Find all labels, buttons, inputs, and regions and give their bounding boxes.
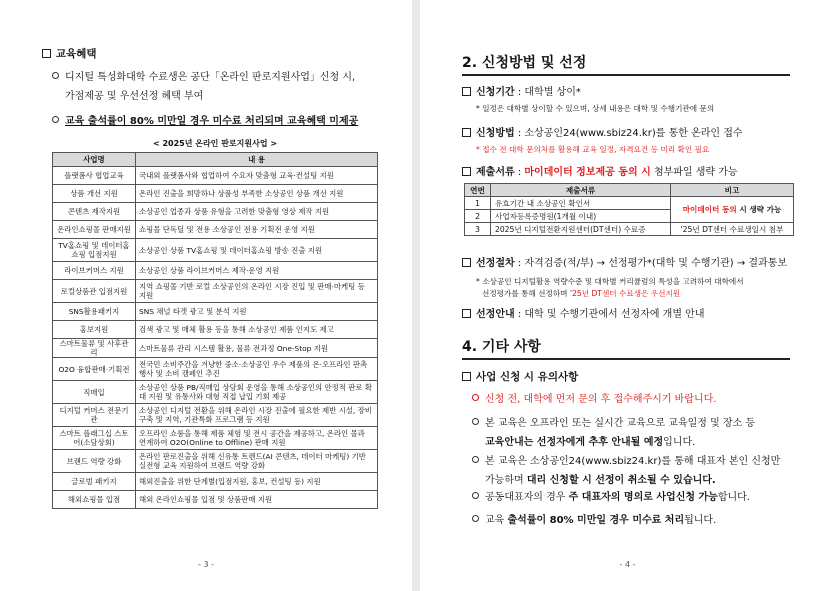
program-name: 상품 개선 지원 xyxy=(53,185,136,203)
selection-process: 선정절차 : 자격검증(적/부) → 선정평가*(대학 및 수행기관) → 결과통보 xyxy=(462,254,787,273)
program-name: 스마트물류 및 사후관리 xyxy=(53,339,136,358)
table-row: 2 사업자등록증명원(1개월 이내) xyxy=(465,210,794,223)
table-row xyxy=(53,167,378,185)
circle-bullet-icon xyxy=(52,72,59,79)
program-name: O2O 융합판매·기획전 xyxy=(53,358,136,381)
page-number: - 3 - xyxy=(198,560,214,569)
note-item-5: 교육 출석률이 80% 미만일 경우 미수료 처리됩니다. xyxy=(472,511,716,530)
checkbox-square-icon xyxy=(462,128,471,137)
program-desc: SNS 채널 타겟 광고 및 분석 지원 xyxy=(136,303,378,321)
benefit-bullet-1: 디지털 특성화대학 수료생은 공단「온라인 판로지원사업」신청 시, 가점제공 및 우선선정 혜택 부여 xyxy=(52,68,355,106)
table-row xyxy=(53,262,378,280)
program-name: 디지털 커머스 전문기관 xyxy=(53,404,136,427)
apply-period: 신청기간 : 대학별 상이* xyxy=(462,83,581,102)
table-row xyxy=(53,303,378,321)
page-number: - 4 - xyxy=(619,560,636,569)
table-row xyxy=(53,381,378,404)
table-row: 1 유효기간 내 소상공인 확인서 마이데이터 동의 시 생략 가능 xyxy=(465,197,794,210)
table-row xyxy=(53,491,378,509)
program-name: 콘텐츠 제작지원 xyxy=(53,203,136,221)
checkbox-square-icon xyxy=(462,372,471,381)
program-desc: 오프라인 쇼룸을 통해 제품 체험 및 전시 공간을 제공하고, 온라인 몰과 연계하여 O2O(Online to Offline) 판매 지원 xyxy=(136,427,378,450)
docs-header-no: 연번 xyxy=(465,184,491,197)
table-header-desc: 내 용 xyxy=(136,153,378,167)
program-name: TV홈쇼핑 및 데이터홈쇼핑 입점지원 xyxy=(53,239,136,262)
table-caption: < 2025년 온라인 판로지원사업 > xyxy=(152,139,278,148)
page-3 xyxy=(0,0,412,591)
program-desc: 스마트물류 관리 시스템 활용, 물류 전과정 One-Stop 지원 xyxy=(136,339,378,358)
table-row xyxy=(53,427,378,450)
benefit-bullet-2: 교육 출석률이 80% 미만일 경우 미수료 처리되며 교육혜택 미제공 xyxy=(52,112,358,131)
program-name: 플랫폼사 협업교육 xyxy=(53,167,136,185)
circle-bullet-icon xyxy=(472,515,479,522)
program-name: 홍보지원 xyxy=(53,321,136,339)
table-row xyxy=(53,450,378,473)
table-header-name: 사업명 xyxy=(53,153,136,167)
mydata-note: 마이데이터 동의 시 생략 가능 xyxy=(671,197,794,223)
table-row xyxy=(53,221,378,239)
circle-bullet-icon xyxy=(52,116,59,123)
table-row xyxy=(53,358,378,381)
section-heading-apply: 2. 신청방법 및 선정 xyxy=(462,52,790,76)
table-row xyxy=(53,185,378,203)
docs-header-doc: 제출서류 xyxy=(491,184,671,197)
checkbox-square-icon xyxy=(42,49,51,58)
program-desc: 국내외 플랫폼사와 협업하여 수요자 맞춤형 교육·컨설팅 지원 xyxy=(136,167,378,185)
note-item-4: 공동대표자의 경우 주 대표자의 명의로 사업신청 가능합니다. xyxy=(472,488,750,507)
program-desc: 소상공인 상품 TV홈쇼핑 및 데이터홈쇼핑 방송 진출 지원 xyxy=(136,239,378,262)
selection-notice: 선정안내 : 대학 및 수행기관에서 선정자에 개별 안내 xyxy=(462,305,705,324)
program-desc: 소상공인 디지털 전환을 위해 온라인 시장 진출에 필요한 제반 시설, 장비 구축 및 지역, 기관특화 프로그램 등 지원 xyxy=(136,404,378,427)
checkbox-square-icon xyxy=(462,87,471,96)
table-row xyxy=(53,203,378,221)
program-desc: 해외진출을 위한 단계별(입점지원, 홍보, 컨설팅 등) 지원 xyxy=(136,473,378,491)
program-desc: 해외 온라인쇼핑몰 입점 및 상품판매 지원 xyxy=(136,491,378,509)
method-note: * 접수 전 대학 문의처를 활용해 교육 일정, 자격요건 등 미리 확인 필요 xyxy=(476,145,710,154)
process-note-1: * 소상공인 디지털활용 역량수준 및 대학별 커리큘럼의 특성을 고려하여 대학에서 xyxy=(476,277,744,286)
table-row xyxy=(53,404,378,427)
program-desc: 소상공인 업종과 상품 유형을 고려한 맞춤형 영상 제작 지원 xyxy=(136,203,378,221)
page-4 xyxy=(420,0,835,591)
program-name: 브랜드 역량 강화 xyxy=(53,450,136,473)
table-row xyxy=(53,473,378,491)
circle-bullet-icon xyxy=(472,492,479,499)
checkbox-square-icon xyxy=(462,309,471,318)
program-desc: 전국민 소비주간을 겨냥한 중소·소상공인 우수 제품의 온·오프라인 판촉행사 및 소비 캠페인 추진 xyxy=(136,358,378,381)
program-desc: 온라인 진출을 희망하나 상품성 부족한 소상공인 상품 개선 지원 xyxy=(136,185,378,203)
table-row: 3 2025년 디지털전환지원센터(DT센터) 수료증 '25년 DT센터 수료생일시 첨부 xyxy=(465,223,794,236)
table-row xyxy=(53,321,378,339)
program-name: 로컬상품관 입점지원 xyxy=(53,280,136,303)
program-desc: 지역 쇼핑몰 기반 로컬 소상공인의 온라인 시장 진입 및 판매·마케팅 등 지원 xyxy=(136,280,378,303)
circle-bullet-icon xyxy=(472,394,479,401)
note-item-1: 신청 전, 대학에 먼저 문의 후 접수해주시기 바랍니다. xyxy=(472,390,716,409)
support-program-table xyxy=(52,152,378,509)
program-desc: 검색 광고 및 매체 활용 등을 통해 소상공인 제품 인지도 제고 xyxy=(136,321,378,339)
program-name: 해외쇼핑몰 입점 xyxy=(53,491,136,509)
note-item-3: 본 교육은 소상공인24(www.sbiz24.kr)를 통해 대표자 본인 신청만 가능하며 대리 신청할 시 선정이 취소될 수 있습니다. xyxy=(472,452,780,490)
program-name: 온라인쇼핑몰 판매지원 xyxy=(53,221,136,239)
table-row xyxy=(53,339,378,358)
submit-docs: 제출서류 : 마이데이터 정보제공 동의 시 첨부파일 생략 가능 xyxy=(462,163,738,182)
program-desc: 소상공인 상품 라이브커머스 제작·운영 지원 xyxy=(136,262,378,280)
program-desc: 쇼핑몰 단독딜 및 전용 소상공인 전용 기획전 운영 지원 xyxy=(136,221,378,239)
table-row xyxy=(53,239,378,262)
note-item-2: 본 교육은 오프라인 또는 실시간 교육으로 교육일정 및 장소 등 교육안내는 선정자에게 추후 안내될 예정입니다. xyxy=(472,414,755,452)
program-name: 라이브커머스 지원 xyxy=(53,262,136,280)
program-name: 글로벌 패키지 xyxy=(53,473,136,491)
process-note-2: 선정평가를 통해 선정하며 '25년 DT센터 수료생은 우선지원 xyxy=(482,289,681,298)
section-edu-benefit: 교육혜택 xyxy=(42,46,97,61)
program-name: 스마트 플래그십 스토어(소담상회) xyxy=(53,427,136,450)
checkbox-square-icon xyxy=(462,258,471,267)
program-name: 직매입 xyxy=(53,381,136,404)
table-row xyxy=(53,280,378,303)
submit-docs-table xyxy=(464,183,794,236)
circle-bullet-icon xyxy=(472,456,479,463)
notes-title: 사업 신청 시 유의사항 xyxy=(462,369,578,384)
program-desc: 온라인 판로진출을 위해 신유통 트렌드(AI 콘텐츠, 데이터 마케팅) 기반 실전형 교육 지원하여 브랜드 역량 강화 xyxy=(136,450,378,473)
program-desc: 소상공인 상품 PB/직매입 상담회 운영을 통해 소상공인의 안정적 판로 확대 지원 및 유통사와 대형 직접 납입 기회 제공 xyxy=(136,381,378,404)
apply-method: 신청방법 : 소상공인24(www.sbiz24.kr)를 통한 온라인 접수 xyxy=(462,124,743,143)
docs-header-note: 비고 xyxy=(671,184,794,197)
program-name: SNS활용패키지 xyxy=(53,303,136,321)
section-heading-other: 4. 기타 사항 xyxy=(462,336,790,360)
checkbox-square-icon xyxy=(462,167,471,176)
period-note: * 일정은 대학별 상이할 수 있으며, 상세 내용은 대학 및 수행기관에 문의 xyxy=(476,104,715,113)
circle-bullet-icon xyxy=(472,418,479,425)
